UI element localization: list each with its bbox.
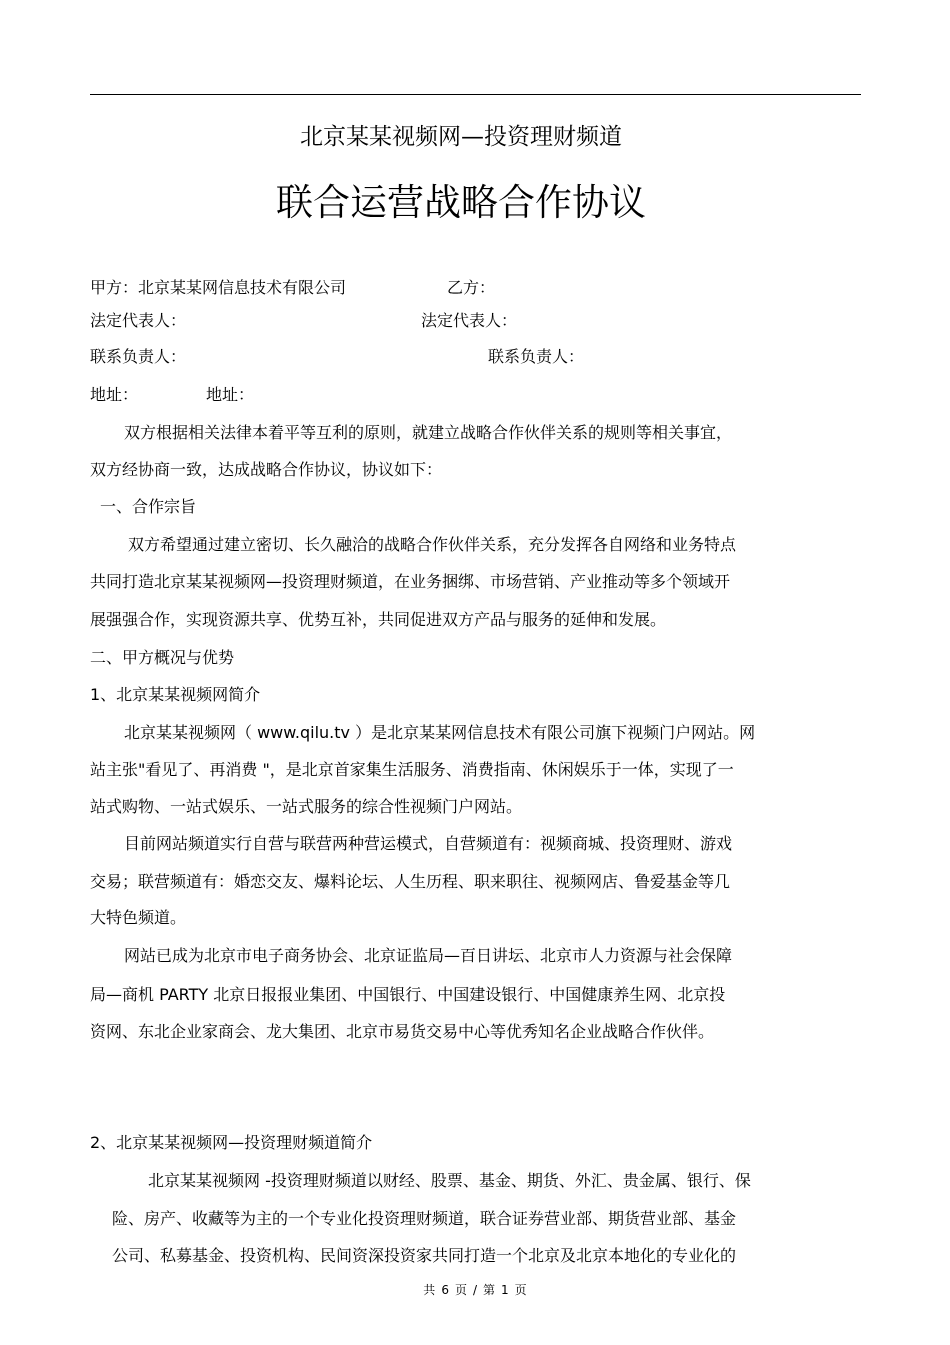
- footer-current-label: 第: [483, 1283, 496, 1297]
- party-a: 甲方：北京某某网信息技术有限公司: [90, 278, 347, 297]
- party-b: 乙方：: [447, 278, 496, 297]
- paragraph-line: 局—商机 PARTY 北京日报报业集团、中国银行、中国建设银行、中国健康养生网、北京投: [90, 985, 726, 1004]
- document-title: 联合运营战略合作协议: [276, 181, 646, 224]
- footer-page-unit: 页: [454, 1283, 467, 1297]
- top-rule: [90, 94, 861, 95]
- paragraph-line: 交易；联营频道有：婚恋交友、爆料论坛、人生历程、职来职往、视频网店、鲁爱基金等几: [90, 872, 731, 891]
- subsection-heading-channel-intro: 2、北京某某视频网—投资理财频道简介: [90, 1133, 373, 1152]
- contact-person-b: 联系负责人：: [488, 347, 585, 366]
- legal-representative-a: 法定代表人：: [90, 311, 187, 330]
- paragraph-line: 展强强合作，实现资源共享、优势互补，共同促进双方产品与服务的延伸和发展。: [90, 610, 667, 629]
- paragraph-line: 目前网站频道实行自营与联营两种营运模式，自营频道有：视频商城、投资理财、游戏: [124, 834, 733, 853]
- intro-line: 双方经协商一致，达成战略合作协议，协议如下：: [90, 460, 443, 479]
- footer-separator: /: [472, 1283, 478, 1297]
- paragraph-line: 站式购物、一站式娱乐、一站式服务的综合性视频门户网站。: [90, 797, 523, 816]
- paragraph-line: 北京某某视频网（ www.qilu.tv ）是北京某某网信息技术有限公司旗下视频门户网站。网: [124, 723, 756, 742]
- paragraph-line: 公司、私募基金、投资机构、民间资深投资家共同打造一个北京及北京本地化的专业化的: [112, 1246, 737, 1265]
- address-b: 地址：: [206, 385, 255, 404]
- address-a: 地址：: [90, 385, 139, 404]
- intro-line: 双方根据相关法律本着平等互利的原则，就建立战略合作伙伴关系的规则等相关事宜，: [124, 423, 733, 442]
- paragraph-line: 险、房产、收藏等为主的一个专业化投资理财频道，联合证券营业部、期货营业部、基金: [112, 1209, 737, 1228]
- contact-person-a: 联系负责人：: [90, 347, 187, 366]
- footer-total-label: 共: [423, 1283, 436, 1297]
- paragraph-line: 站主张"看见了、再消费 "，是北京首家集生活服务、消费指南、休闲娱乐于一体，实现了一: [90, 760, 734, 779]
- footer-current-page: 1: [501, 1283, 509, 1297]
- section-heading-cooperation-purpose: 一、合作宗旨: [100, 497, 197, 516]
- footer-total-pages: 6: [441, 1283, 449, 1297]
- paragraph-line: 双方希望通过建立密切、长久融洽的战略合作伙伴关系，充分发挥各自网络和业务特点: [128, 535, 737, 554]
- page-footer: [0, 1282, 950, 1298]
- document-subtitle: 北京某某视频网—投资理财频道: [300, 124, 622, 150]
- paragraph-line: 北京某某视频网 -投资理财频道以财经、股票、基金、期货、外汇、贵金属、银行、保: [148, 1171, 751, 1190]
- paragraph-line: 大特色频道。: [90, 908, 187, 927]
- paragraph-line: 资网、东北企业家商会、龙大集团、北京市易货交易中心等优秀知名企业战略合作伙伴。: [90, 1022, 715, 1041]
- legal-representative-b: 法定代表人：: [421, 311, 518, 330]
- paragraph-line: 共同打造北京某某视频网—投资理财频道，在业务捆绑、市场营销、产业推动等多个领域开: [90, 572, 731, 591]
- footer-current-unit: 页: [514, 1283, 527, 1297]
- section-heading-party-a-overview: 二、甲方概况与优势: [90, 648, 235, 667]
- subsection-heading-site-intro: 1、北京某某视频网简介: [90, 685, 261, 704]
- paragraph-line: 网站已成为北京市电子商务协会、北京证监局—百日讲坛、北京市人力资源与社会保障: [124, 946, 733, 965]
